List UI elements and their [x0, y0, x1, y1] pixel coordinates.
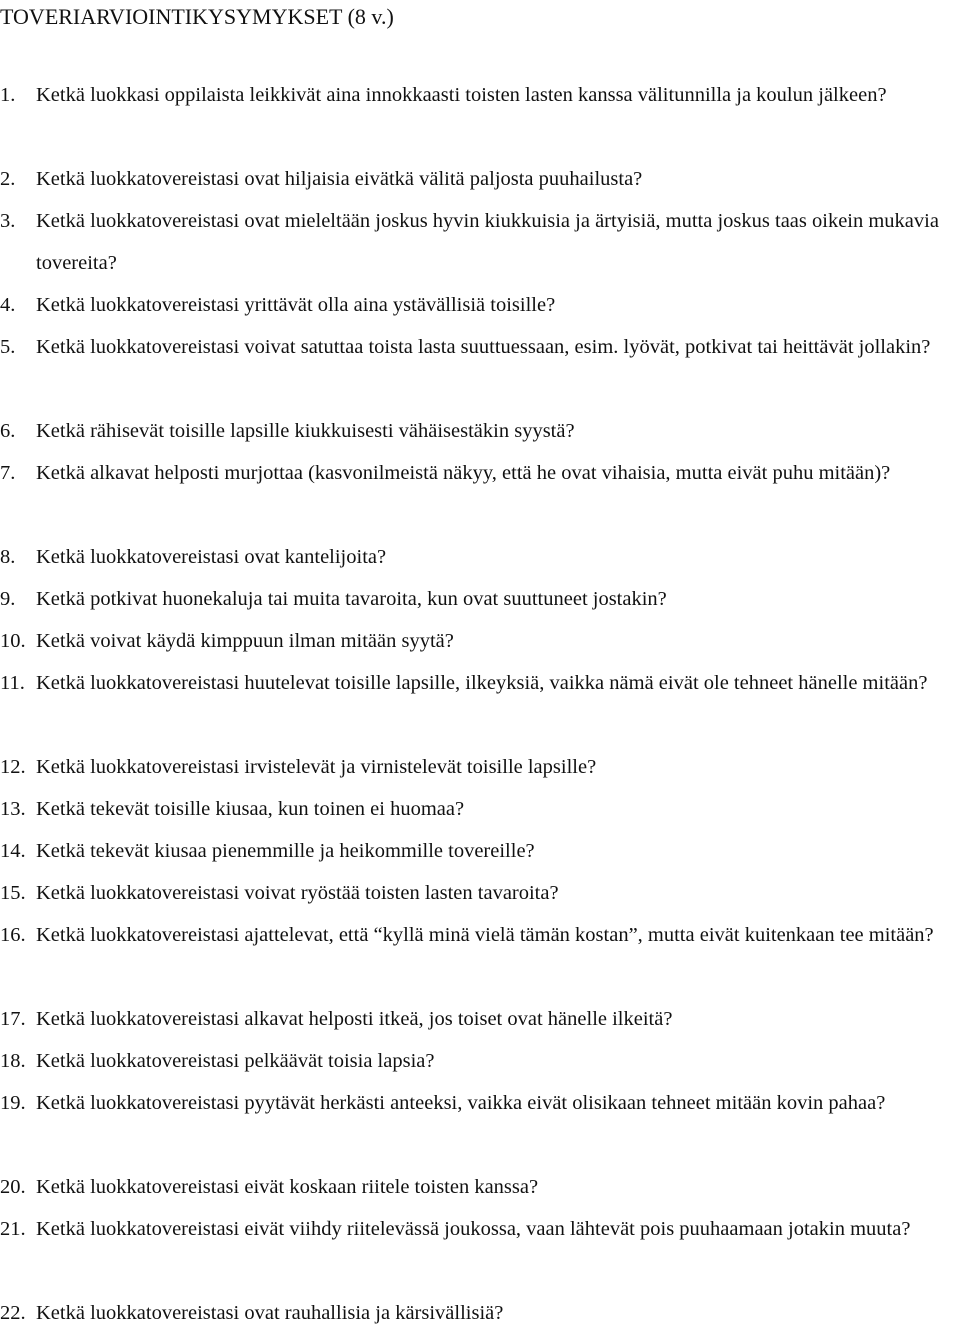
question-number: 13. [0, 798, 26, 820]
question-text: Ketkä luokkasi oppilaista leikkivät aina innokkaasti toisten lasten kanssa välitunnilla ja koulun jälkeen? [36, 84, 887, 106]
question-text: Ketkä luokkatovereistasi pelkäävät toisia lapsia? [36, 1050, 435, 1072]
question-item [0, 74, 960, 116]
question-item [0, 1208, 960, 1250]
question-item [0, 662, 960, 704]
question-text: Ketkä luokkatovereistasi ajattelevat, että “kyllä minä vielä tämän kostan”, mutta eivät kuitenkaan tee mitään? [36, 924, 934, 946]
question-item [0, 788, 960, 830]
question-item [0, 410, 960, 452]
question-item [0, 452, 960, 494]
question-text: Ketkä luokkatovereistasi ovat rauhallisia ja kärsivällisiä? [36, 1302, 504, 1324]
question-item [0, 1166, 960, 1208]
question-number: 21. [0, 1218, 26, 1240]
question-text: Ketkä tekevät kiusaa pienemmille ja heikommille tovereille? [36, 840, 535, 862]
question-number: 15. [0, 882, 26, 904]
question-item [0, 1040, 960, 1082]
question-item [0, 998, 960, 1040]
question-number: 12. [0, 756, 26, 778]
question-text: Ketkä luokkatovereistasi huutelevat toisille lapsille, ilkeyksiä, vaikka nämä eivät ole tehneet hänelle mitään? [36, 672, 928, 694]
question-text: Ketkä tekevät toisille kiusaa, kun toinen ei huomaa? [36, 798, 465, 820]
question-item [0, 872, 960, 914]
question-number: 1. [0, 84, 16, 106]
question-item [0, 284, 960, 326]
question-item [0, 200, 960, 284]
question-item [0, 914, 960, 956]
question-number: 20. [0, 1176, 26, 1198]
question-number: 9. [0, 588, 16, 610]
question-item [0, 536, 960, 578]
question-number: 8. [0, 546, 16, 568]
question-text: Ketkä luokkatovereistasi ovat mieleltään joskus hyvin kiukkuisia ja ärtyisiä, mutta joskus taas oikein mukavia tovereita? [36, 210, 939, 274]
question-number: 22. [0, 1302, 26, 1324]
document-title: TOVERIARVIOINTIKYSYMYKSET (8 v.) [0, 4, 394, 29]
question-text: Ketkä luokkatovereistasi voivat satuttaa toista lasta suuttuessaan, esim. lyövät, potkivat tai heittävät jollakin? [36, 336, 931, 358]
question-item [0, 746, 960, 788]
question-number: 2. [0, 168, 16, 190]
question-text: Ketkä luokkatovereistasi pyytävät herkästi anteeksi, vaikka eivät olisikaan tehneet mitään kovin pahaa? [36, 1092, 886, 1114]
question-number: 17. [0, 1008, 26, 1030]
question-item [0, 620, 960, 662]
question-text: Ketkä luokkatovereistasi irvistelevät ja virnistelevät toisille lapsille? [36, 756, 597, 778]
question-number: 10. [0, 630, 26, 652]
question-text: Ketkä luokkatovereistasi yrittävät olla aina ystävällisiä toisille? [36, 294, 556, 316]
question-number: 3. [0, 210, 16, 232]
question-number: 7. [0, 462, 16, 484]
question-item [0, 830, 960, 872]
question-number: 16. [0, 924, 26, 946]
question-number: 14. [0, 840, 26, 862]
question-number: 11. [0, 672, 25, 694]
question-text: Ketkä rähisevät toisille lapsille kiukkuisesti vähäisestäkin syystä? [36, 420, 575, 442]
question-text: Ketkä luokkatovereistasi ovat hiljaisia eivätkä välitä paljosta puuhailusta? [36, 168, 643, 190]
question-text: Ketkä luokkatovereistasi alkavat helposti itkeä, jos toiset ovat hänelle ilkeitä? [36, 1008, 673, 1030]
question-text: Ketkä luokkatovereistasi eivät viihdy riitelevässä joukossa, vaan lähtevät pois puuhaamaan jotakin muuta? [36, 1218, 911, 1240]
question-number: 19. [0, 1092, 26, 1114]
question-item [0, 326, 960, 368]
question-item [0, 1082, 960, 1124]
question-item [0, 578, 960, 620]
question-text: Ketkä potkivat huonekaluja tai muita tavaroita, kun ovat suuttuneet jostakin? [36, 588, 667, 610]
question-text: Ketkä luokkatovereistasi voivat ryöstää toisten lasten tavaroita? [36, 882, 559, 904]
question-text: Ketkä luokkatovereistasi eivät koskaan riitele toisten kanssa? [36, 1176, 539, 1198]
question-number: 5. [0, 336, 16, 358]
question-text: Ketkä voivat käydä kimppuun ilman mitään syytä? [36, 630, 454, 652]
question-number: 4. [0, 294, 16, 316]
question-text: Ketkä alkavat helposti murjottaa (kasvonilmeistä näkyy, että he ovat vihaisia, mutta eivät puhu mitään)? [36, 462, 891, 484]
question-number: 6. [0, 420, 16, 442]
question-number: 18. [0, 1050, 26, 1072]
question-text: Ketkä luokkatovereistasi ovat kantelijoita? [36, 546, 387, 568]
question-item [0, 158, 960, 200]
